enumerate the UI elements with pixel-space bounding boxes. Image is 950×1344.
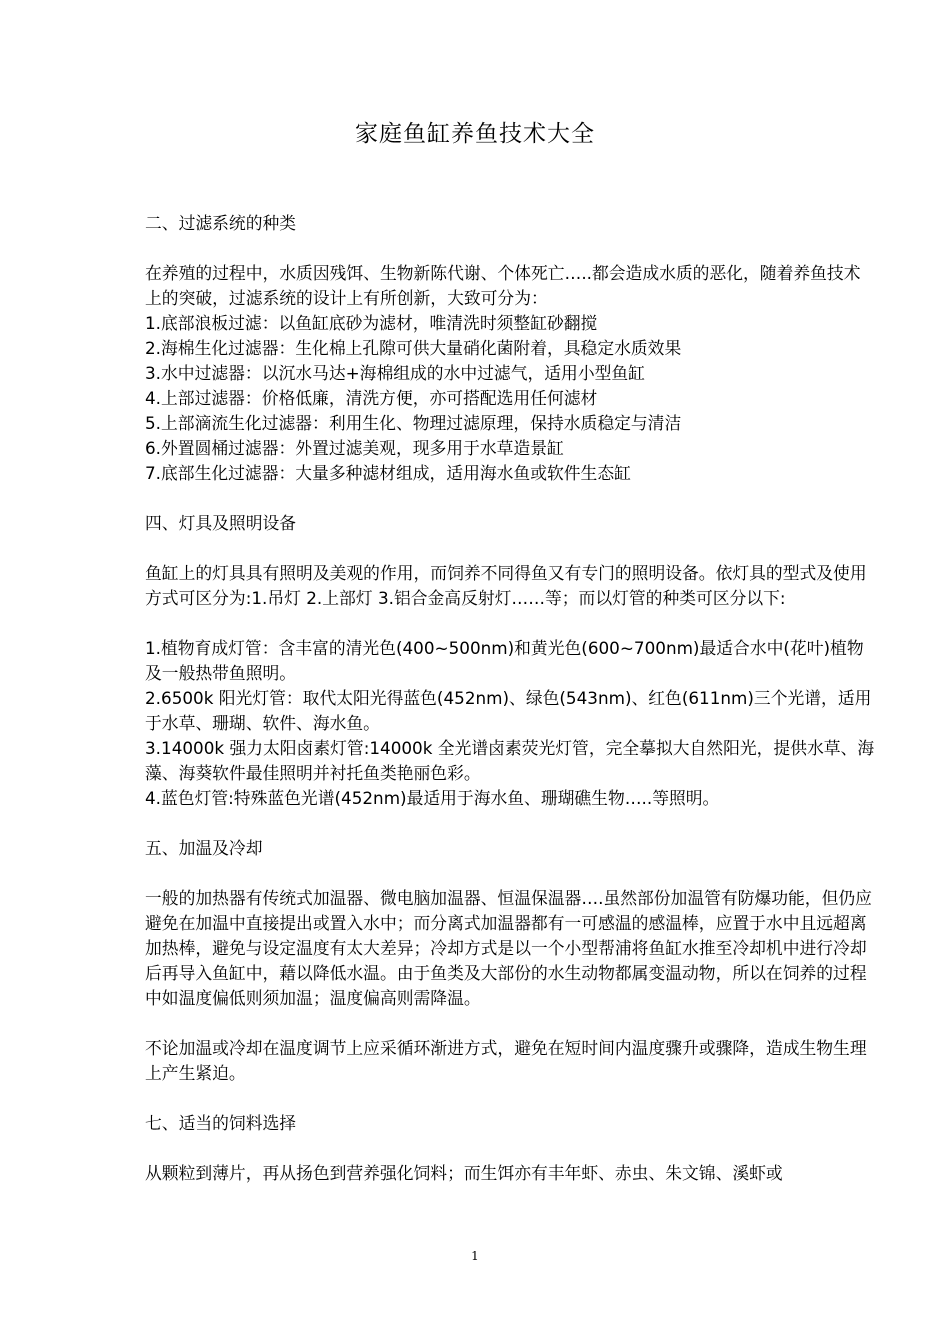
section-heading-temperature: 五、加温及冷却 xyxy=(145,838,263,858)
filter-list-item: 2.海棉生化过滤器：生化棉上孔隙可供大量硝化菌附着，具稳定水质效果 xyxy=(145,338,682,358)
filter-list-item: 1.底部浪板过滤：以鱼缸底砂为滤材，唯清洗时须整缸砂翻搅 xyxy=(145,313,598,333)
filter-list-item: 4.上部过滤器：价格低廉，清洗方便，亦可搭配选用任何滤材 xyxy=(145,388,598,408)
lighting-list-item: 3.14000k 强力太阳卤素灯管:14000k 全光谱卤素荧光灯管，完全摹拟大自然阳光，提供水草、海藻、海葵软件最佳照明并衬托鱼类艳丽色彩。 xyxy=(145,738,875,783)
temperature-paragraph-2: 不论加温或冷却在温度调节上应采循环渐进方式，避免在短时间内温度骤升或骤降，造成生物生理上产生紧迫。 xyxy=(145,1038,867,1083)
lighting-list-item: 1.植物育成灯管：含丰富的清光色(400~500nm)和黄光色(600~700nm)最适合水中(花叶)植物及一般热带鱼照明。 xyxy=(145,638,864,683)
feed-paragraph-1: 从颗粒到薄片，再从扬色到营养强化饲料；而生饵亦有丰年虾、赤虫、朱文锦、溪虾或 xyxy=(145,1163,783,1183)
section-heading-filter: 二、过滤系统的种类 xyxy=(145,213,297,233)
lighting-list-item: 4.蓝色灯管:特殊蓝色光谱(452nm)最适用于海水鱼、珊瑚礁生物…..等照明。 xyxy=(145,788,720,808)
lighting-intro-paragraph: 鱼缸上的灯具具有照明及美观的作用，而饲养不同得鱼又有专门的照明设备。依灯具的型式及使用方式可区分为:1.吊灯 2.上部灯 3.铝合金高反射灯……等；而以灯管的种类可区分以下: xyxy=(145,563,867,608)
document-body xyxy=(145,211,875,1186)
section-heading-lighting: 四、灯具及照明设备 xyxy=(145,513,297,533)
temperature-paragraph-1: 一般的加热器有传统式加温器、微电脑加温器、恒温保温器….虽然部份加温管有防爆功能，但仍应避免在加温中直接提出或置入水中；而分离式加温器都有一可感温的感温棒，应置于水中且远超离加热棒，避免与设定温度有太大差异；冷却方式是以一个小型帮浦将鱼缸水推至冷却机中进行冷却后再导入鱼缸中，藉以降低水温。由于鱼类及大部份的水生动物都属变温动物，所以在饲养的过程中如温度偏低则须加温；温度偏高则需降温。 xyxy=(145,888,872,1008)
lighting-list-item: 2.6500k 阳光灯管：取代太阳光得蓝色(452nm)、绿色(543nm)、红色(611nm)三个光谱，适用于水草、珊瑚、软件、海水鱼。 xyxy=(145,688,872,733)
filter-list-item: 3.水中过滤器：以沉水马达+海棉组成的水中过滤气，适用小型鱼缸 xyxy=(145,363,645,383)
filter-list-item: 5.上部滴流生化过滤器：利用生化、物理过滤原理，保持水质稳定与清洁 xyxy=(145,413,682,433)
section-heading-feed: 七、适当的饲料选择 xyxy=(145,1113,297,1133)
filter-intro-paragraph: 在养殖的过程中，水质因残饵、生物新陈代谢、个体死亡…..都会造成水质的恶化，随着养鱼技术上的突破，过滤系统的设计上有所创新，大致可分为： xyxy=(145,263,861,308)
filter-list-item: 6.外置圆桶过滤器：外置过滤美观，现多用于水草造景缸 xyxy=(145,438,564,458)
document-title: 家庭鱼缸养鱼技术大全 xyxy=(355,121,595,147)
page-number: 1 xyxy=(471,1249,479,1263)
filter-list-item: 7.底部生化过滤器：大量多种滤材组成，适用海水鱼或软件生态缸 xyxy=(145,463,631,483)
